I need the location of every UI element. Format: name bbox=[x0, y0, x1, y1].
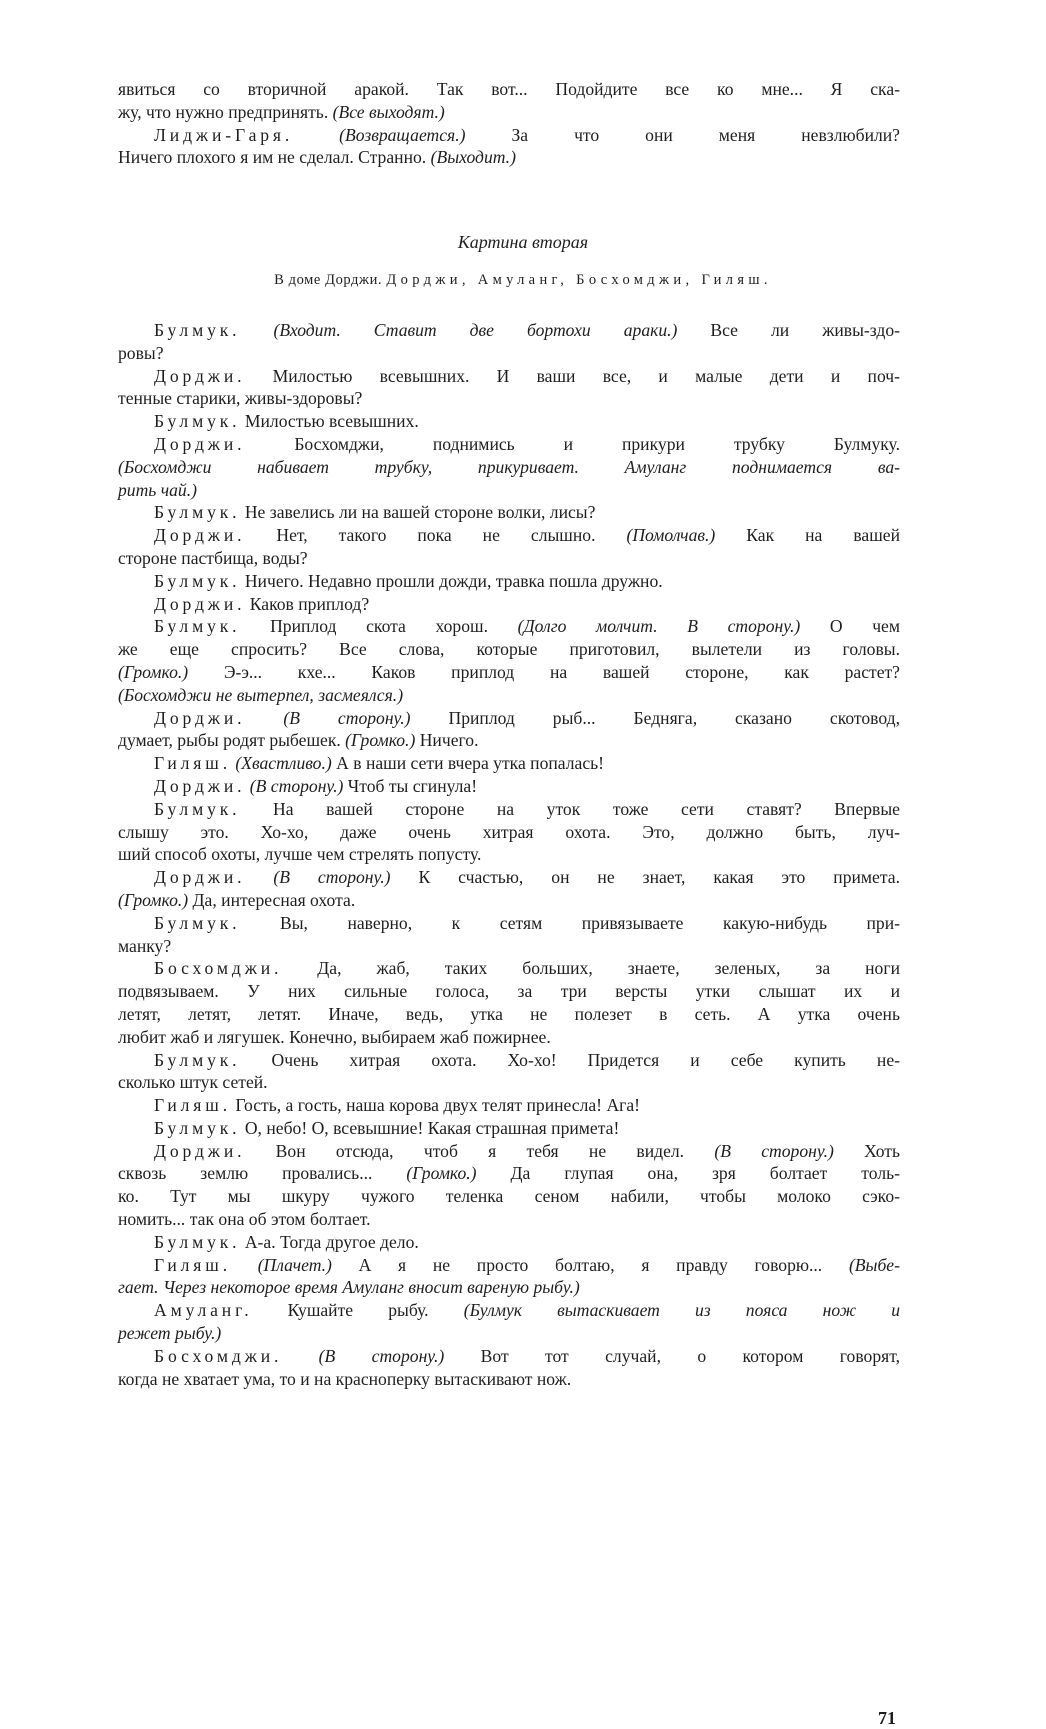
dialogue-text-run: стороне пастбища, воды? bbox=[118, 547, 308, 568]
dialogue-text-run bbox=[231, 1255, 258, 1275]
text-line bbox=[118, 798, 900, 821]
text-line bbox=[118, 1231, 900, 1254]
stage-direction: (Громко.) bbox=[406, 1163, 477, 1184]
dialogue-text-run: сколько штук сетей. bbox=[118, 1072, 268, 1093]
dialogue-text-run: Кушайте рыбу. bbox=[252, 1300, 464, 1321]
dialogue-text-run bbox=[240, 320, 273, 340]
speaker-name: Булмук. bbox=[154, 798, 241, 819]
text-line bbox=[118, 1208, 900, 1231]
dialogue-text-run: Приплод скота хорош. bbox=[240, 616, 518, 637]
text-line bbox=[118, 342, 900, 365]
text-line bbox=[118, 593, 900, 616]
stage-direction: (Босхомджи набивает трубку, прикуривает. Амуланг поднимается ва- bbox=[118, 456, 900, 477]
dialogue-text-run: На вашей стороне на уток тоже сети ставят? Впервые bbox=[240, 798, 900, 819]
dialogue-text-run: жу, что нужно предпринять. bbox=[118, 101, 333, 122]
text-line bbox=[118, 957, 900, 980]
text-line bbox=[118, 638, 900, 661]
text-line bbox=[118, 570, 900, 593]
dialogue-text-run: К счастью, он не знает, какая это примета. bbox=[390, 867, 900, 888]
stage-direction: (Громко.) bbox=[118, 889, 189, 910]
speaker-name: Булмук. bbox=[154, 502, 241, 523]
dialogue-text-run: Ничего. bbox=[415, 730, 479, 751]
speaker-name: Дорджи. bbox=[154, 775, 246, 796]
text-line bbox=[118, 1254, 900, 1277]
text-line bbox=[118, 524, 900, 547]
dialogue-text-run: В доме Дорджи. bbox=[274, 272, 387, 288]
stage-direction: (Входит. Ставит две бортохи араки.) bbox=[273, 320, 678, 340]
text-line bbox=[118, 821, 900, 844]
dialogue-text-run: За что они меня невзлюбили? bbox=[465, 124, 900, 145]
dialogue-text-run: Все ли живы-здо- bbox=[677, 320, 900, 340]
dialogue-text-run: номить... так она об этом болтает. bbox=[118, 1209, 371, 1230]
text-line bbox=[118, 433, 900, 456]
speaker-name: Булмук. bbox=[154, 1117, 241, 1138]
speaker-name: Булмук. bbox=[154, 411, 241, 432]
dialogue-text-run: Э-э... кхе... Каков приплод на вашей стороне, как растет? bbox=[188, 661, 900, 682]
dialogue-text-run bbox=[245, 708, 283, 728]
speaker-name: Дорджи. bbox=[154, 1140, 246, 1161]
text-line bbox=[118, 365, 900, 388]
text-line bbox=[118, 1299, 900, 1322]
text-line bbox=[118, 1140, 900, 1163]
text-line bbox=[118, 146, 900, 169]
dialogue-text-run bbox=[282, 1346, 318, 1366]
text-line bbox=[118, 615, 900, 638]
text-line bbox=[118, 1003, 900, 1026]
dialogue-text-run: Приплод рыб... Бедняга, сказано скотовод, bbox=[410, 707, 900, 728]
dialogue-text-run: манку? bbox=[118, 935, 172, 956]
speaker-name: Дорджи. bbox=[154, 365, 246, 386]
speaker-name: Гиляш. bbox=[154, 753, 231, 774]
dialogue-text-run: Очень хитрая охота. Хо-хо! Придется и себе купить не- bbox=[240, 1049, 900, 1070]
dialogue-text-run: Вот тот случай, о котором говорят, bbox=[444, 1345, 900, 1366]
text-line bbox=[118, 1094, 900, 1117]
stage-direction: (Выходит.) bbox=[430, 147, 516, 168]
stage-direction: (Долго молчит. В сторону.) bbox=[517, 616, 801, 637]
speaker-name: Булмук. bbox=[154, 1231, 241, 1252]
text-line bbox=[118, 980, 900, 1003]
dialogue-text-run: Не завелись ли на вашей стороне волки, лисы? bbox=[240, 502, 596, 523]
text-line bbox=[118, 775, 900, 798]
speaker-name: Гиляш. bbox=[154, 1095, 231, 1116]
stage-direction: (Выбе- bbox=[848, 1254, 900, 1275]
stage-direction: рить чай.) bbox=[118, 479, 197, 500]
stage-direction: (Возвращается.) bbox=[339, 124, 466, 145]
dialogue-text-run: А в наши сети вчера утка попалась! bbox=[331, 753, 605, 774]
dialogue-text-run: ровы? bbox=[118, 342, 164, 363]
speaker-name: Булмук. bbox=[154, 616, 241, 637]
text-line bbox=[118, 889, 900, 912]
dialogue-text-run: Босхомджи, поднимись и прикури трубку Булмуку. bbox=[245, 433, 900, 454]
speaker-name: Дорджи. bbox=[154, 707, 246, 728]
text-line bbox=[118, 124, 900, 147]
dialogue-text-run: А я не просто болтаю, я правду говорю... bbox=[331, 1254, 849, 1275]
stage-direction: режет рыбу.) bbox=[118, 1323, 222, 1344]
dialogue-text-run: Вон отсюда, чтоб я тебя не видел. bbox=[245, 1140, 715, 1161]
text-line bbox=[118, 1322, 900, 1345]
text-line bbox=[118, 387, 900, 410]
speaker-name: Босхомджи. bbox=[154, 958, 283, 979]
dialogue-text-run: О, небо! О, всевышние! Какая страшная примета! bbox=[240, 1117, 620, 1138]
text-line bbox=[118, 684, 900, 707]
text-line bbox=[118, 1117, 900, 1140]
speaker-name: Дорджи, Амуланг, Босхомджи, Гиляш. bbox=[386, 272, 772, 288]
speaker-name: Лиджи-Гаря. bbox=[154, 124, 294, 145]
dialogue-text-run: Нет, такого пока не слышно. bbox=[245, 525, 627, 546]
text-line bbox=[118, 410, 900, 433]
text-line bbox=[118, 501, 900, 524]
text-line bbox=[118, 729, 900, 752]
speaker-name: Булмук. bbox=[154, 912, 241, 933]
dialogue-text-run: А-а. Тогда другое дело. bbox=[240, 1231, 419, 1252]
text-line bbox=[118, 1049, 900, 1072]
page-number: 71 bbox=[878, 1708, 896, 1728]
stage-direction: (В сторону.) bbox=[273, 867, 391, 888]
stage-direction: (Плачет.) bbox=[257, 1254, 332, 1275]
dialogue-text-run: Да глупая она, зря болтает толь- bbox=[476, 1163, 900, 1184]
dialogue-text-run: Гость, а гость, наша корова двух телят принесла! Ага! bbox=[230, 1095, 641, 1116]
speaker-name: Булмук. bbox=[154, 570, 241, 591]
speaker-name: Дорджи. bbox=[154, 867, 246, 888]
speaker-name: Дорджи. bbox=[154, 525, 246, 546]
dialogue-text-run: сквозь землю провались... bbox=[118, 1163, 407, 1184]
dialogue-text-run: Ничего. Недавно прошли дожди, травка пошла дружно. bbox=[240, 570, 663, 591]
stage-direction: (Все выходят.) bbox=[332, 101, 445, 122]
dialogue-text-run: Да, жаб, таких больших, знаете, зеленых, за ноги bbox=[282, 958, 900, 979]
dialogue-text-run: же еще спросить? Все слова, которые приготовил, вылетели из головы. bbox=[118, 639, 900, 660]
dialogue-text-run: думает, рыбы родят рыбешек. bbox=[118, 730, 346, 751]
scene-setting bbox=[0, 272, 1046, 289]
dialogue-text-run: подвязываем. У них сильные голоса, за три версты утки слышат их и bbox=[118, 981, 900, 1002]
text-line bbox=[118, 1345, 900, 1368]
speaker-name: Гиляш. bbox=[154, 1254, 231, 1275]
dialogue-text bbox=[118, 319, 900, 1390]
dialogue-text-run: тенные старики, живы-здоровы? bbox=[118, 388, 363, 409]
text-line bbox=[118, 319, 900, 342]
dialogue-text-run: О чем bbox=[800, 616, 901, 637]
text-line bbox=[118, 1162, 900, 1185]
text-line bbox=[118, 866, 900, 889]
text-line bbox=[118, 661, 900, 684]
stage-direction: (Громко.) bbox=[118, 661, 189, 682]
dialogue-text-run: Как на вашей bbox=[715, 525, 900, 546]
dialogue-text-run: любит жаб и лягушек. Конечно, выбираем жаб пожирнее. bbox=[118, 1026, 551, 1047]
text-line bbox=[118, 78, 900, 101]
stage-direction: (Громко.) bbox=[345, 730, 416, 751]
dialogue-text-run: ший способ охоты, лучше чем стрелять попусту. bbox=[118, 844, 482, 865]
text-line bbox=[118, 101, 900, 124]
stage-direction: (В сторону.) bbox=[249, 775, 344, 796]
text-line bbox=[118, 1071, 900, 1094]
dialogue-text-run: Да, интересная охота. bbox=[188, 889, 356, 910]
speaker-name: Дорджи. bbox=[154, 593, 246, 614]
stage-direction: (В сторону.) bbox=[283, 707, 411, 728]
text-line bbox=[118, 1026, 900, 1049]
text-line bbox=[118, 456, 900, 479]
scene-title: Картина вторая bbox=[457, 232, 589, 252]
dialogue-text-run: Милостью всевышних. bbox=[240, 411, 419, 432]
stage-direction: (Булмук вытаскивает из пояса нож и bbox=[463, 1300, 901, 1321]
dialogue-text-run bbox=[245, 867, 273, 887]
text-line bbox=[118, 752, 900, 775]
stage-direction: (Босхомджи не вытерпел, засмеялся.) bbox=[118, 684, 404, 705]
dialogue-text-run: Милостью всевышних. И ваши все, и малые дети и поч- bbox=[245, 365, 900, 386]
dialogue-text-run: Каков приплод? bbox=[245, 593, 370, 614]
text-line bbox=[118, 1185, 900, 1208]
dialogue-text-run: явиться со вторичной аракой. Так вот... Подойдите все ко мне... Я ска- bbox=[118, 79, 900, 99]
text-line bbox=[118, 707, 900, 730]
text-line bbox=[118, 479, 900, 502]
dialogue-text-run: Хоть bbox=[833, 1140, 900, 1161]
dialogue-text-run: Вы, наверно, к сетям привязываете какую-нибудь при- bbox=[240, 912, 900, 933]
text-line bbox=[118, 843, 900, 866]
dialogue-text-run: Чтоб ты сгинула! bbox=[343, 775, 478, 796]
dialogue-text-run: слышу это. Хо-хо, даже очень хитрая охота. Это, должно быть, луч- bbox=[118, 821, 900, 842]
stage-direction: (В сторону.) bbox=[318, 1345, 445, 1366]
scene-ending-text bbox=[118, 78, 900, 169]
text-line bbox=[118, 547, 900, 570]
stage-direction: гает. Через некоторое время Амуланг вносит вареную рыбу.) bbox=[118, 1277, 580, 1298]
speaker-name: Босхомджи. bbox=[154, 1345, 283, 1366]
speaker-name: Булмук. bbox=[154, 1049, 241, 1070]
text-line bbox=[118, 1276, 900, 1299]
dialogue-text-run bbox=[293, 125, 339, 145]
speaker-name: Дорджи. bbox=[154, 433, 246, 454]
text-line bbox=[118, 1368, 900, 1391]
dialogue-text-run: летят, летят, летят. Иначе, ведь, утка не полезет в сеть. А утка очень bbox=[118, 1003, 900, 1024]
dialogue-text-run: ко. Тут мы шкуру чужого теленка сеном набили, чтобы молоко сэко- bbox=[118, 1186, 900, 1207]
stage-direction: (Помолчав.) bbox=[626, 525, 716, 546]
dialogue-text-run: когда не хватает ума, то и на красноперку вытаскивают нож. bbox=[118, 1368, 572, 1389]
text-line bbox=[118, 935, 900, 958]
text-line bbox=[118, 912, 900, 935]
speaker-name: Булмук. bbox=[154, 320, 241, 340]
dialogue-text-run: Ничего плохого я им не сделал. Странно. bbox=[118, 147, 431, 168]
speaker-name: Амуланг. bbox=[154, 1300, 253, 1321]
stage-direction: (В сторону.) bbox=[714, 1140, 834, 1161]
stage-direction: (Хвастливо.) bbox=[235, 753, 332, 774]
